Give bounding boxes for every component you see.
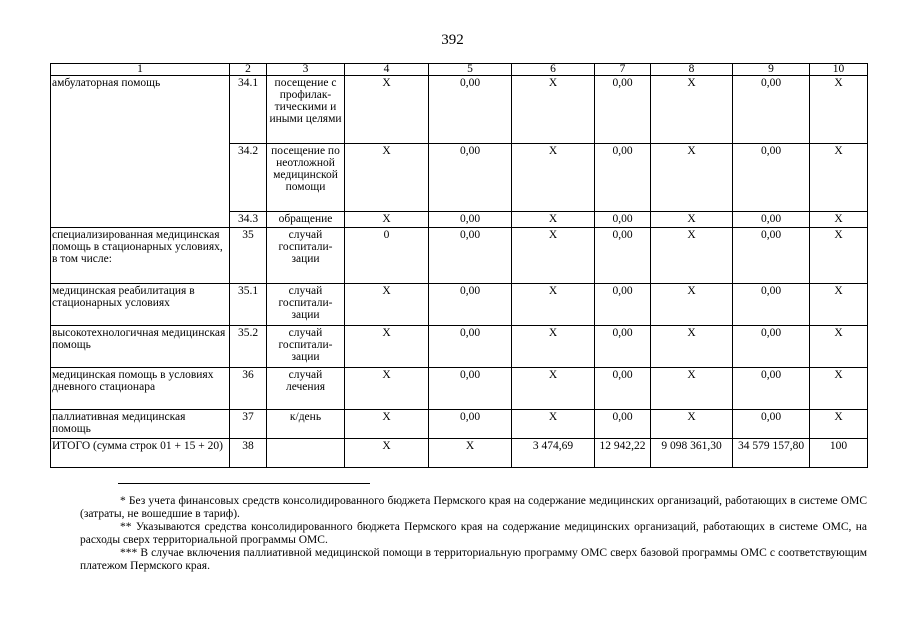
cell: 0,00 xyxy=(733,326,810,368)
table-total-row xyxy=(51,439,868,468)
cell: Х xyxy=(512,144,595,212)
column-header: 9 xyxy=(733,64,810,76)
cell: Х xyxy=(512,368,595,410)
cell: Х xyxy=(651,228,733,284)
cell: 0,00 xyxy=(595,326,651,368)
cell: Х xyxy=(512,326,595,368)
row-unit: случай госпитали-зации xyxy=(267,228,345,284)
row-line-number: 34.2 xyxy=(230,144,267,212)
row-name: ИТОГО (сумма строк 01 + 15 + 20) xyxy=(51,439,230,468)
row-name: паллиативная медицинская помощь xyxy=(51,410,230,439)
cell: Х xyxy=(651,326,733,368)
cell: Х xyxy=(651,284,733,326)
cell: Х xyxy=(810,144,868,212)
cell: Х xyxy=(429,439,512,468)
row-name: медицинская помощь в условиях дневного стационара xyxy=(51,368,230,410)
cell: Х xyxy=(810,76,868,144)
table-row xyxy=(51,228,868,284)
cell: 9 098 361,30 xyxy=(651,439,733,468)
cell: 0,00 xyxy=(733,76,810,144)
cell: Х xyxy=(512,410,595,439)
cell: 0 xyxy=(345,228,429,284)
row-unit: случай госпитали-зации xyxy=(267,284,345,326)
cell: Х xyxy=(810,228,868,284)
cell: Х xyxy=(345,368,429,410)
cell: Х xyxy=(512,212,595,228)
table-row xyxy=(51,284,868,326)
cell: 0,00 xyxy=(429,410,512,439)
row-line-number: 36 xyxy=(230,368,267,410)
table-row xyxy=(51,368,868,410)
row-unit: обращение xyxy=(267,212,345,228)
cell: 0,00 xyxy=(595,212,651,228)
cell: Х xyxy=(651,368,733,410)
row-unit: посещение с профилак-тическими и иными целями xyxy=(267,76,345,144)
cell: Х xyxy=(810,410,868,439)
cell: 0,00 xyxy=(429,144,512,212)
cell: Х xyxy=(345,76,429,144)
cell: Х xyxy=(810,368,868,410)
column-header: 2 xyxy=(230,64,267,76)
row-name: амбулаторная помощь xyxy=(51,76,230,228)
row-name: высокотехнологичная медицинская помощь xyxy=(51,326,230,368)
row-line-number: 35.1 xyxy=(230,284,267,326)
footnote: * Без учета финансовых средств консолидированного бюджета Пермского края на содержание медицинских организаций, работающих в системе ОМС (затраты, не вошедшие в тариф). xyxy=(80,495,867,520)
row-unit: посещение по неотложной медицинской помощи xyxy=(267,144,345,212)
cell: Х xyxy=(651,212,733,228)
cell: 100 xyxy=(810,439,868,468)
cell: Х xyxy=(651,76,733,144)
column-header: 10 xyxy=(810,64,868,76)
cell: Х xyxy=(345,144,429,212)
footnotes xyxy=(80,495,867,573)
cell: Х xyxy=(345,410,429,439)
cell: Х xyxy=(810,284,868,326)
column-header: 3 xyxy=(267,64,345,76)
cell: Х xyxy=(651,410,733,439)
row-line-number: 34.3 xyxy=(230,212,267,228)
cell: 0,00 xyxy=(429,212,512,228)
cell: 0,00 xyxy=(733,368,810,410)
table-row xyxy=(51,410,868,439)
cell: 0,00 xyxy=(733,144,810,212)
table-header-row xyxy=(51,64,868,76)
cell: 12 942,22 xyxy=(595,439,651,468)
footnote-divider xyxy=(118,483,370,484)
row-unit xyxy=(267,439,345,468)
column-header: 6 xyxy=(512,64,595,76)
row-line-number: 34.1 xyxy=(230,76,267,144)
row-unit: случай лечения xyxy=(267,368,345,410)
cell: Х xyxy=(345,284,429,326)
footnote: *** В случае включения паллиативной медицинской помощи в территориальную программу ОМС сверх базовой программы ОМС с соответствующим платежом Пермского края. xyxy=(80,547,867,572)
cell: 0,00 xyxy=(595,76,651,144)
financing-table xyxy=(50,63,868,468)
cell: 0,00 xyxy=(429,228,512,284)
cell: Х xyxy=(345,212,429,228)
cell: Х xyxy=(651,144,733,212)
cell: 34 579 157,80 xyxy=(733,439,810,468)
cell: 0,00 xyxy=(733,212,810,228)
cell: 0,00 xyxy=(429,76,512,144)
cell: Х xyxy=(810,326,868,368)
column-header: 4 xyxy=(345,64,429,76)
row-name: медицинская реабилитация в стационарных условиях xyxy=(51,284,230,326)
cell: 0,00 xyxy=(733,410,810,439)
row-unit: случай госпитали-зации xyxy=(267,326,345,368)
cell: 0,00 xyxy=(429,284,512,326)
cell: 0,00 xyxy=(733,228,810,284)
cell: Х xyxy=(512,284,595,326)
table-row xyxy=(51,76,868,144)
cell: 0,00 xyxy=(429,368,512,410)
cell: 0,00 xyxy=(595,368,651,410)
table-row xyxy=(51,326,868,368)
column-header: 5 xyxy=(429,64,512,76)
cell: 3 474,69 xyxy=(512,439,595,468)
cell: 0,00 xyxy=(595,144,651,212)
cell: 0,00 xyxy=(429,326,512,368)
row-line-number: 38 xyxy=(230,439,267,468)
cell: 0,00 xyxy=(733,284,810,326)
cell: Х xyxy=(512,228,595,284)
column-header: 8 xyxy=(651,64,733,76)
cell: Х xyxy=(345,439,429,468)
row-line-number: 35.2 xyxy=(230,326,267,368)
page-number: 392 xyxy=(441,32,464,48)
cell: Х xyxy=(512,76,595,144)
cell: Х xyxy=(345,326,429,368)
cell: 0,00 xyxy=(595,284,651,326)
footnote: ** Указываются средства консолидированного бюджета Пермского края на содержание медицинских организаций, работающих в системе ОМС, на расходы сверх территориальной программы ОМС. xyxy=(80,521,867,546)
cell: 0,00 xyxy=(595,410,651,439)
row-name: специализированная медицинская помощь в стационарных условиях, в том числе: xyxy=(51,228,230,284)
row-line-number: 37 xyxy=(230,410,267,439)
column-header: 7 xyxy=(595,64,651,76)
row-unit: к/день xyxy=(267,410,345,439)
cell: 0,00 xyxy=(595,228,651,284)
column-header: 1 xyxy=(51,64,230,76)
cell: Х xyxy=(810,212,868,228)
row-line-number: 35 xyxy=(230,228,267,284)
